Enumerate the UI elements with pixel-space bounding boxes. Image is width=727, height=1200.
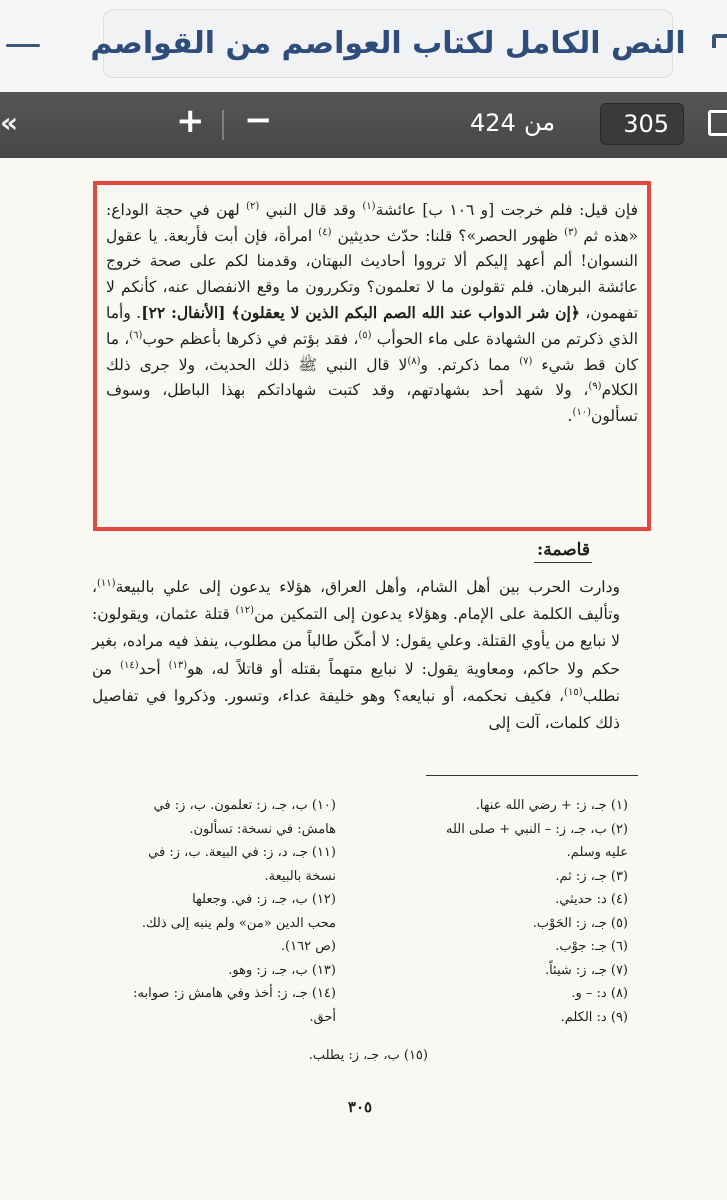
footnote: (٣) جـ، ز: ثم. [555, 868, 628, 884]
zoom-out-button[interactable]: − [244, 100, 273, 140]
sidebar-icon[interactable] [712, 34, 727, 48]
footnote: هامش: في نسخة: تسألون. [189, 821, 336, 837]
footnote-ref: (٥) [358, 329, 372, 341]
footnote-ref: (١٠) [572, 406, 592, 418]
footnote: (١٣) ب، جـ، ز: وهو. [228, 962, 336, 978]
zoom-in-button[interactable]: + [176, 101, 205, 141]
footnote-ref: (٧) [519, 355, 533, 367]
footnote: نسخة بالبيعة. [264, 868, 336, 884]
footnote-ref: (٢) [246, 200, 260, 212]
body-text: أحد [138, 659, 169, 678]
footnote-ref: (١١) [97, 577, 116, 589]
footnote-ref: (١٣) [168, 659, 188, 671]
quote-text: وقد قال النبي [259, 201, 363, 219]
title-box [90, 9, 686, 78]
viewer-toolbar [0, 92, 727, 159]
footnote: (٢) ب، جـ، ز: – النبي + صلى الله [446, 821, 628, 837]
total-pages: 424 [470, 109, 516, 137]
quote-text: مما ذكرتم. و [420, 355, 520, 374]
footnote: (٨) د: – و. [571, 986, 628, 1001]
footnote: (١) جـ، ز: + رضي الله عنها. [475, 798, 628, 813]
body-text: ، وتأليف الكلمة على الإمام. وهؤلاء يدعون إلى التمكين من [92, 578, 620, 624]
quote-text: . وأما الذي ذكرتم من الشهادة على ماء الحوأب [106, 304, 638, 348]
footnote: (١٠) ب، جـ، ز: تعلمون. ب، ز: في [153, 798, 336, 813]
body-text: ودارت الحرب بين أهل الشام، وأهل العراق، هؤلاء يدعون إلى علي بالبيعة [115, 578, 620, 596]
footnotes-right-column [352, 794, 628, 1029]
app-title: النص الكامل لكتاب العواصم من القواصم [90, 26, 686, 61]
document-page [0, 158, 727, 1200]
footnote: (٥) جـ، ز: الحَوْب. [532, 915, 628, 931]
quote-text: ، فقد بؤتم في ذكرها بأعظم حوب [142, 329, 359, 348]
footnote: محب الدين «من» ولم ينبه إلى ذلك. [141, 915, 336, 931]
collapse-chevron-icon[interactable]: « [0, 106, 13, 139]
quote-text: امرأة، فإن أبت فأربعة. يا عقول النسوان! ألم أعهد إليكم ألا ترووا أحاديث البهتان، وقدمنا لكم على صحة خروج عائشة البرهان. فلم تقولون ما لا تعلمون؟ وتكررون ما وقع الانفصال عنه، كأنكم لا تفهمون، [106, 226, 639, 323]
footnote-ref: (١٥) [564, 686, 583, 698]
toolbar-divider [222, 110, 224, 140]
footnote: (٦) جـ: جوْب. [555, 939, 628, 954]
page-number: ٣٠٥ [347, 1098, 373, 1116]
quote-text: ، ولا شهد أحد بشهادتهم، وقد كتبت شهاداتكم بهذا الباطل، وسوف تسألون [106, 381, 638, 425]
body-paragraph [92, 574, 620, 737]
quran-verse: ﴿إن شر الدواب عند الله الصم البكم الذين لا يعقلون﴾ [الأنفال: ٢٢] [141, 303, 580, 323]
sidebar-toggle-icon[interactable] [708, 110, 727, 136]
section-heading: قاصمة: [537, 540, 590, 560]
footnote: (ص ١٦٢). [280, 939, 336, 954]
footnote: (٧) جـ، ز: شيئاً. [544, 962, 628, 978]
title-bar [0, 0, 727, 93]
footnote-ref: (٦) [129, 329, 143, 341]
footnote-last: (١٥) ب، جـ، ز: يطلب. [308, 1048, 428, 1063]
footnote-ref: (١٤) [120, 659, 139, 671]
footnote: أحق. [309, 1009, 336, 1025]
footnote-ref: (٨) [407, 355, 421, 367]
quote-text: ، ما كان قط شيء [106, 329, 638, 374]
quote-text: فإن قيل: فلم خرجت [و ١٠٦ ب] عائشة [375, 201, 638, 219]
footnote-ref: (١٢) [235, 605, 255, 617]
quote-text: . [567, 406, 573, 425]
page-number-input[interactable]: 305 [600, 103, 684, 145]
footnote-ref: (٩) [588, 381, 602, 392]
footnote: (٤) د: حديثي. [555, 892, 628, 907]
footnote: (٩) د: الكلم. [560, 1009, 628, 1025]
footnote-ref: (١) [362, 200, 376, 212]
footnote-rule [426, 775, 638, 776]
footnote: (١١) جـ، د، ز: في البيعة. ب، ز: في [148, 845, 336, 860]
body-text: من نطلب [92, 659, 620, 705]
footnote: (١٤) جـ، ز: أخذ وفي هامش ز: صوابه: [133, 986, 336, 1001]
hamburger-icon[interactable] [6, 44, 40, 47]
quote-text: لهن في حجة الوداع: «هذه ثم [106, 201, 638, 245]
footnote-ref: (٣) [564, 226, 578, 238]
body-text: ، فكيف نحكمه، أو نبايعه؟ وهو خليفة عداء، وتسور. وذكروا في تفاصيل ذلك كلمات، آلت إلى [92, 686, 620, 733]
body-text: قتلة عثمان، ويقولون: لا نبايع من يأوي القتلة. وعلي يقول: لا أمكّن طالباً من مطلوب، ينفذ فيه مراده، بغير حكم ولا حاكم، ومعاوية يقول: لا نبايع متهماً بقتله أو قاتلاً له، هو [92, 605, 621, 678]
footnote-ref: (٤) [318, 226, 332, 238]
of-label: من [524, 108, 556, 136]
footnote: (١٢) ب، جـ، ز: في. وجعلها [192, 892, 336, 907]
footnotes-left-column [86, 794, 336, 1029]
page-paper [0, 158, 727, 1200]
quote-text: لا قال النبي ﷺ ذلك الحديث، ولا جرى ذلك الكلام [106, 355, 638, 400]
quote-text: ظهور الحصر»؟ قلنا: حدّث حديثين [331, 226, 565, 245]
heading-underline [534, 562, 592, 563]
footnote: عليه وسلم. [566, 845, 628, 860]
quote-paragraph [106, 198, 638, 429]
